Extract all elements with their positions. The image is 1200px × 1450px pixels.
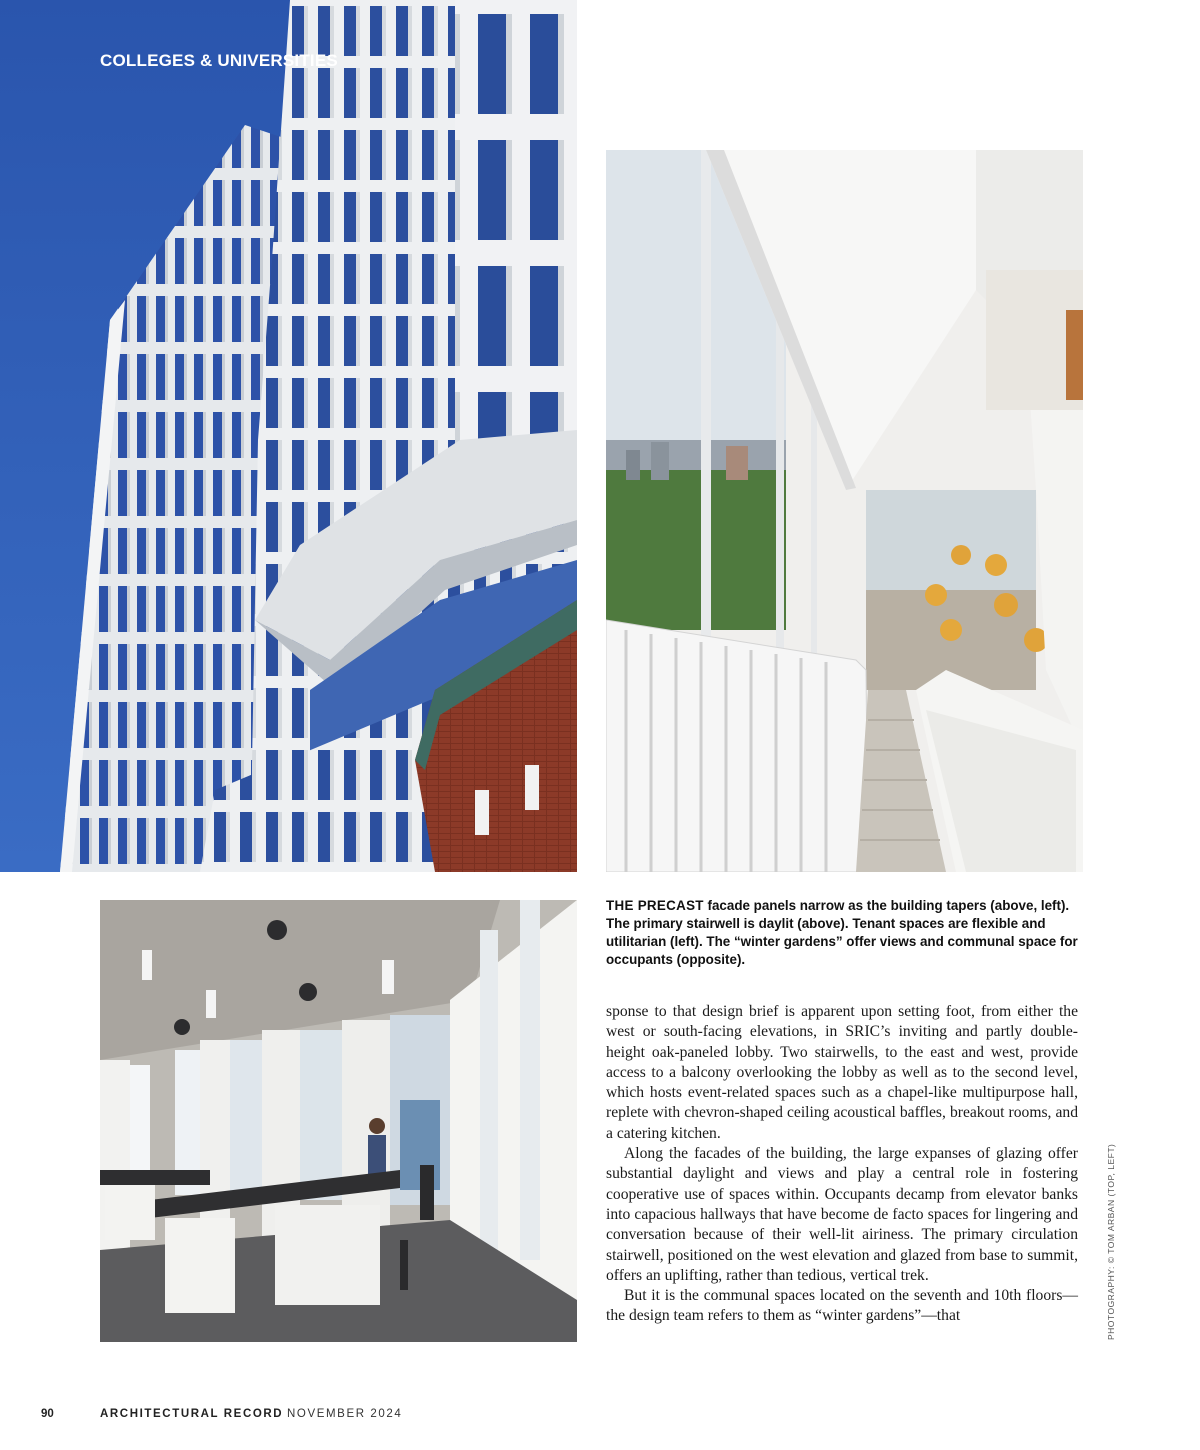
photo-caption [606,897,1086,969]
page-footer [0,1408,1200,1424]
issue-date: NOVEMBER 2024 [287,1408,403,1420]
article-body [606,1002,1078,1327]
page-number: 90 [41,1408,54,1420]
body-paragraph: But it is the communal spaces located on the seventh and 10th floors—the design team refers to them as “winter gardens”—that [606,1287,1078,1325]
building-exterior-photo [0,0,577,872]
lab-interior-photo [100,900,577,1342]
body-paragraph: sponse to that design brief is apparent upon setting foot, from either the west or south-facing elevations, in SRIC’s inviting and partly double-height oak-paneled lobby. Two stairwells, to the east and west, provide access to a balcony overlooking the lobby as well as to the second level, which hosts event-related spaces such as a chapel-like multipurpose hall, replete with chevron-shaped ceiling acoustical baffles, breakout rooms, and a catering kitchen. [606,1003,1078,1142]
section-label: COLLEGES & UNIVERSITIES [100,51,338,70]
magazine-name: ARCHITECTURAL RECORD [100,1408,284,1420]
stairwell-photo [606,150,1083,872]
body-paragraph: Along the facades of the building, the large expanses of glazing offer substantial daylight and views and play a central role in fostering cooperative use of spaces within. Occupants decamp from elevator banks into capacious hallways that have become de facto spaces for lingering and conversation because of their well-lit airiness. The primary circulation stairwell, positioned on the west elevation and glazed from base to summit, offers an uplifting, rather than tedious, vertical trek. [606,1145,1078,1284]
photo-credit: PHOTOGRAPHY: © TOM ARBAN (TOP, LEFT) [1106,1143,1116,1340]
caption-lead: THE PRECAST [606,898,704,913]
caption-text: facade panels narrow as the building tapers (above, left). The primary stairwell is daylit (above). Tenant spaces are flexible and utilitarian (left). The “winter gardens” offer views and communal space for occupants (opposite). [606,898,1078,967]
